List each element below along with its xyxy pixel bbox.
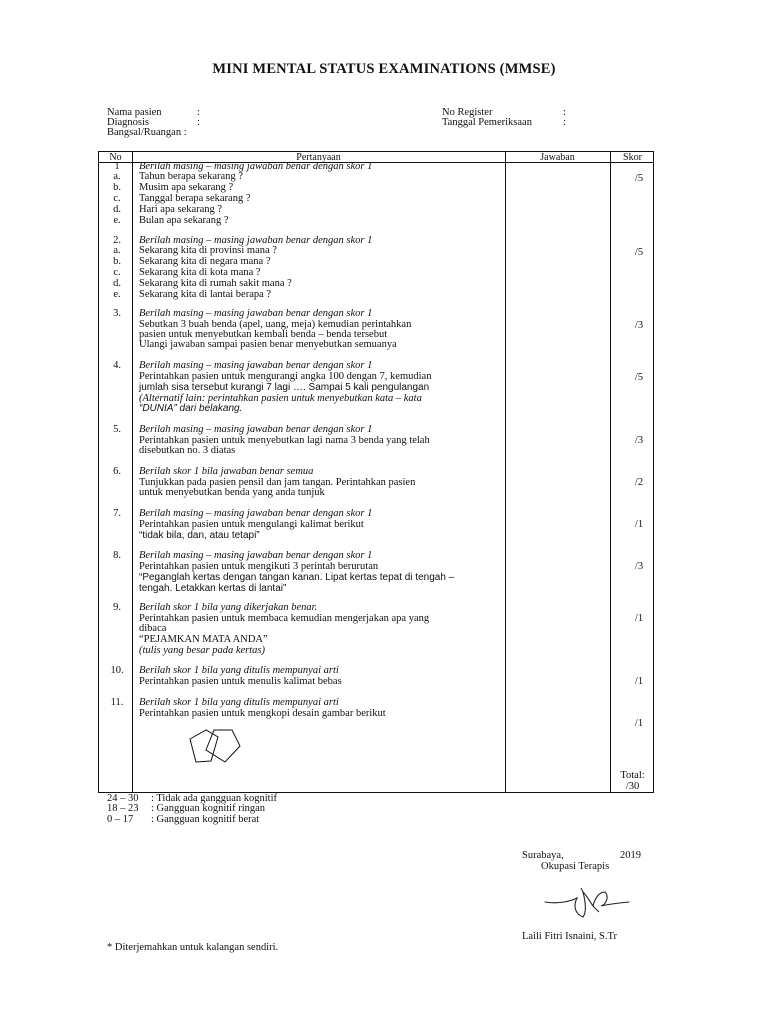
question-instruction: Berilah masing – masing jawaban benar dengan skor 1	[139, 508, 373, 519]
item-key: b.	[113, 256, 121, 267]
question-score: /1	[634, 613, 644, 624]
question-instruction: Berilah skor 1 bila jawaban benar semua	[139, 466, 314, 477]
question-line: Ulangi jawaban sampai pasien benar menyebutkan semuanya	[139, 339, 397, 350]
diagnosis-label: Diagnosis	[107, 117, 149, 128]
question-line: “tidak bila, dan, atau tetapi”	[139, 530, 260, 541]
question-instruction: Berilah masing – masing jawaban benar dengan skor 1	[139, 360, 373, 371]
col-header-pertanyaan: Pertanyaan	[296, 152, 341, 163]
question-line: tengah. Letakkan kertas di lantai”	[139, 583, 287, 594]
question-score: /1	[634, 676, 644, 687]
item-text: Sekarang kita di lantai berapa ?	[139, 289, 272, 300]
question-number: 11.	[110, 697, 124, 708]
legend-range: 24 – 30	[107, 793, 139, 804]
question-instruction: Berilah skor 1 bila yang ditulis mempunyai arti	[139, 665, 339, 676]
item-key: c.	[113, 193, 121, 204]
question-note: (tulis yang besar pada kertas)	[139, 645, 265, 656]
question-instruction: Berilah masing – masing jawaban benar dengan skor 1	[139, 235, 373, 246]
col-header-no: No	[109, 152, 122, 163]
question-score: /5	[634, 173, 644, 184]
question-line: Perintahkan pasien untuk mengikuti 3 perintah berurutan	[139, 561, 379, 572]
item-text: Tanggal berapa sekarang ?	[139, 193, 251, 204]
question-line: dibaca	[139, 623, 167, 634]
signature-year: 2019	[620, 850, 641, 861]
nama-pasien-label: Nama pasien	[107, 107, 162, 118]
question-instruction: Berilah masing – masing jawaban benar dengan skor 1	[139, 161, 373, 172]
pentagons-figure	[187, 726, 257, 768]
legend-text: : Tidak ada gangguan kognitif	[151, 793, 277, 804]
tanggal-label: Tanggal Pemeriksaan	[442, 117, 532, 128]
question-line: jumlah sisa tersebut kurangi 7 lagi …. Sampai 5 kali pengulangan	[139, 382, 430, 393]
question-instruction: Berilah masing – masing jawaban benar dengan skor 1	[139, 424, 373, 435]
handwritten-signature	[543, 882, 633, 922]
bangsal-label: Bangsal/Ruangan :	[107, 127, 187, 138]
total-value: /30	[625, 781, 640, 792]
question-instruction: Berilah skor 1 bila yang dikerjakan benar.	[139, 602, 318, 613]
question-score: /5	[634, 247, 644, 258]
question-score: /3	[634, 435, 644, 446]
question-line: Perintahkan pasien untuk mengkopi desain gambar berikut	[139, 708, 386, 719]
pentagon-right	[206, 730, 240, 762]
question-line: Perintahkan pasien untuk menulis kalimat bebas	[139, 676, 342, 687]
page-title: MINI MENTAL STATUS EXAMINATIONS (MMSE)	[212, 61, 556, 77]
question-alt-line: (Alternatif lain: perintahkan pasien untuk menyebutkan kata – kata	[139, 393, 422, 404]
item-text: Sekarang kita di negara mana ?	[139, 256, 271, 267]
question-line: “Peganglah kertas dengan tangan kanan. Lipat kertas tepat di tengah –	[139, 572, 455, 583]
item-text: Sekarang kita di rumah sakit mana ?	[139, 278, 292, 289]
question-instruction: Berilah masing – masing jawaban benar dengan skor 1	[139, 550, 373, 561]
item-key: d.	[113, 204, 121, 215]
item-key: e.	[113, 215, 121, 226]
item-key: d.	[113, 278, 121, 289]
nama-pasien-colon: :	[197, 107, 200, 118]
signature-city: Surabaya,	[522, 850, 564, 861]
col-divider-jawaban	[610, 152, 611, 792]
col-header-skor: Skor	[623, 152, 642, 163]
question-number: 1	[114, 161, 120, 172]
question-instruction: Berilah masing – masing jawaban benar dengan skor 1	[139, 308, 373, 319]
diagnosis-colon: :	[197, 117, 200, 128]
question-number: 5.	[113, 424, 121, 435]
no-register-label: No Register	[442, 107, 493, 118]
item-text: Musim apa sekarang ?	[139, 182, 234, 193]
question-line: Perintahkan pasien untuk mengulangi kalimat berikut	[139, 519, 364, 530]
item-text: Tahun berapa sekarang ?	[139, 171, 243, 182]
question-line: disebutkan no. 3 diatas	[139, 445, 236, 456]
item-text: Sekarang kita di provinsi mana ?	[139, 245, 277, 256]
item-text: Hari apa sekarang ?	[139, 204, 223, 215]
no-register-colon: :	[563, 107, 566, 118]
question-line: pasien untuk menyebutkan kembali benda – benda tersebut	[139, 329, 388, 340]
col-header-jawaban: Jawaban	[540, 152, 575, 163]
question-score: /3	[634, 561, 644, 572]
legend-text: : Gangguan kognitif berat	[151, 814, 260, 825]
question-number: 4.	[113, 360, 121, 371]
question-instruction: Berilah skor 1 bila yang ditulis mempunyai arti	[139, 697, 339, 708]
question-score: /2	[634, 477, 644, 488]
question-number: 6.	[113, 466, 121, 477]
question-number: 9.	[113, 602, 121, 613]
question-score: /3	[634, 320, 644, 331]
total-label: Total:	[620, 770, 645, 781]
tanggal-colon: :	[563, 117, 566, 128]
col-divider-pertanyaan	[505, 152, 506, 792]
signature-name: Laili Fitri Isnaini, S.Tr	[522, 931, 617, 942]
question-line: Perintahkan pasien untuk membaca kemudian mengerjakan apa yang	[139, 613, 430, 624]
question-line: Tunjukkan pada pasien pensil dan jam tangan. Perintahkan pasien	[139, 477, 416, 488]
item-text: Sekarang kita di kota mana ?	[139, 267, 261, 278]
question-line: Perintahkan pasien untuk mengurangi angka 100 dengan 7, kemudian	[139, 371, 432, 382]
legend-text: : Gangguan kognitif ringan	[151, 803, 266, 814]
legend-range: 0 – 17	[107, 814, 134, 825]
question-score: /1	[634, 718, 644, 729]
question-number: 10.	[110, 665, 124, 676]
question-score: /1	[634, 519, 644, 530]
item-key: b.	[113, 182, 121, 193]
footnote: * Diterjemahkan untuk kalangan sendiri.	[107, 942, 279, 953]
legend-range: 18 – 23	[107, 803, 139, 814]
col-divider-no	[132, 152, 133, 792]
item-text: Bulan apa sekarang ?	[139, 215, 229, 226]
signature-role: Okupasi Terapis	[541, 861, 610, 872]
question-number: 3.	[113, 308, 121, 319]
question-line: Perintahkan pasien untuk menyebutkan lagi nama 3 benda yang telah	[139, 435, 430, 446]
question-alt-line: “DUNIA” dari belakang.	[139, 403, 243, 414]
item-key: a.	[113, 245, 121, 256]
item-key: e.	[113, 289, 121, 300]
mmse-table	[98, 151, 654, 793]
question-line: Sebutkan 3 buah benda (apel, uang, meja) kemudian perintahkan	[139, 319, 412, 330]
question-number: 8.	[113, 550, 121, 561]
question-number: 2.	[113, 235, 121, 246]
pentagon-left	[190, 730, 218, 762]
question-number: 7.	[113, 508, 121, 519]
question-line: untuk menyebutkan benda yang anda tunjuk	[139, 487, 325, 498]
question-score: /5	[634, 372, 644, 383]
item-key: c.	[113, 267, 121, 278]
item-key: a.	[113, 171, 121, 182]
question-line: “PEJAMKAN MATA ANDA”	[139, 634, 268, 645]
